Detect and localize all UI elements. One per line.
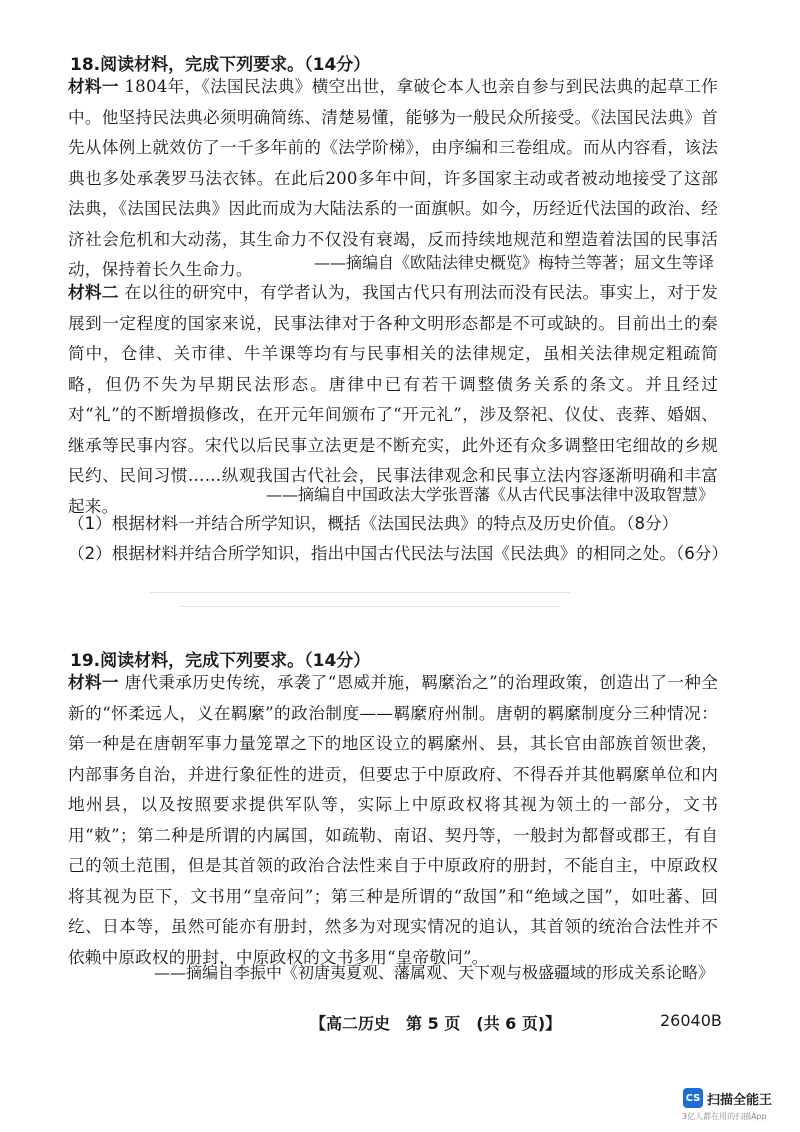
q18-material-1-label: 材料一 <box>68 77 119 96</box>
paper-code: 26040B <box>660 1011 722 1030</box>
q19-material-1-text: 唐代秉承历史传统，承袭了“恩威并施，羁縻治之”的治理政策，创造出了一种全新的“怀柔远人，义在羁縻”的政治制度——羁縻府州制。唐朝的羁縻制度分三种情况：第一种是在唐朝军事力量笼罩之下的地区设立的羁縻州、县，其长官由部族首领世袭，内部事务自治，并进行象征性的进贡，但要忠于中原政府、不得吞并其他羁縻单位和内地州县，以及按照要求提供军队等，实际上中原政权将其视为领土的一部分，文书用“敕”；第二种是所谓的内属国，如疏勒、南诏、契丹等，一般封为都督或郡王，有自己的领土范围，但是其首领的政治合法性来自于中原政府的册封，不能自主，中原政权将其视为臣下，文书用“皇帝问”；第三种是所谓的“敌国”和“绝域之国”，如吐蕃、回纥、日本等，虽然可能亦有册封，然多为对现实情况的追认，其首领的统治合法性并不依赖中原政权的册封，中原政权的文书多用“皇帝敬问”。 <box>68 673 718 967</box>
q18-material-2-label: 材料二 <box>68 283 119 302</box>
q18-subquestion-1: （1）根据材料一并结合所学知识，概括《法国民法典》的特点及历史价值。（8分） <box>68 514 679 533</box>
question-18-title: 18.阅读材料，完成下列要求。（14分） <box>70 55 371 75</box>
camscanner-logo-icon: CS <box>683 1088 703 1108</box>
scanner-tagline: 3亿人都在用的扫描App <box>682 1112 767 1121</box>
scan-artifact-line <box>150 592 570 593</box>
q18-material-2-source: ——摘编自中国政法大学张晋藩《从古代民事法律中汲取智慧》 <box>265 485 714 504</box>
q18-material-1-text: 1804年，《法国民法典》横空出世，拿破仑本人也亲自参与到民法典的起草工作中。他坚持民法典必须明确简练、清楚易懂，能够为一般民众所接受。《法国民法典》首先从体例上就效仿了一千多年前的《法学阶梯》，由序编和三卷组成。而从内容看，该法典也多处承袭罗马法衣钵。在此后200多年中间，许多国家主动或者被动地接受了这部法典，《法国民法典》因此而成为大陆法系的一面旗帜。如今，历经近代法国的政治、经济社会危机和大动荡，其生命力不仅没有衰竭，反而持续地规范和塑造着法国的民事活动，保持着长久生命力。 <box>68 77 718 279</box>
q18-subquestion-2: （2）根据材料并结合所学知识，指出中国古代民法与法国《民法典》的相同之处。（6分） <box>68 544 728 563</box>
q18-material-1-source: ——摘编自《欧陆法律史概览》梅特兰等著；屈文生等译 <box>313 253 714 272</box>
q19-material-1 <box>68 668 718 973</box>
scanner-app-name: 扫描全能王 <box>707 1092 773 1108</box>
scan-artifact-line <box>180 606 560 607</box>
q19-material-1-label: 材料一 <box>68 673 119 692</box>
scanner-watermark <box>683 1088 772 1108</box>
q19-material-1-source: ——摘编自李振中《初唐夷夏观、藩属观、天下观与极盛疆域的形成关系论略》 <box>153 963 714 982</box>
question-19-title: 19.阅读材料，完成下列要求。（14分） <box>70 651 371 671</box>
q18-material-2-text: 在以往的研究中，有学者认为，我国古代只有刑法而没有民法。事实上，对于发展到一定程度的国家来说，民事法律对于各种文明形态都是不可或缺的。目前出土的秦简中，仓律、关市律、牛羊课等均有与民事相关的法律规定，虽相关法律规定粗疏简略，但仍不失为早期民法形态。唐律中已有若干调整债务关系的条文。并且经过对“礼”的不断增损修改，在开元年间颁布了“开元礼”，涉及祭祀、仪仗、丧葬、婚姻、继承等民事内容。宋代以后民事立法更是不断充实，此外还有众多调整田宅细故的乡规民约、民间习惯……纵观我国古代社会，民事法律观念和民事立法内容逐渐明确和丰富起来。 <box>68 283 718 516</box>
page-number-label: 【高二历史 第 5 页 (共 6 页)】 <box>310 1014 562 1033</box>
